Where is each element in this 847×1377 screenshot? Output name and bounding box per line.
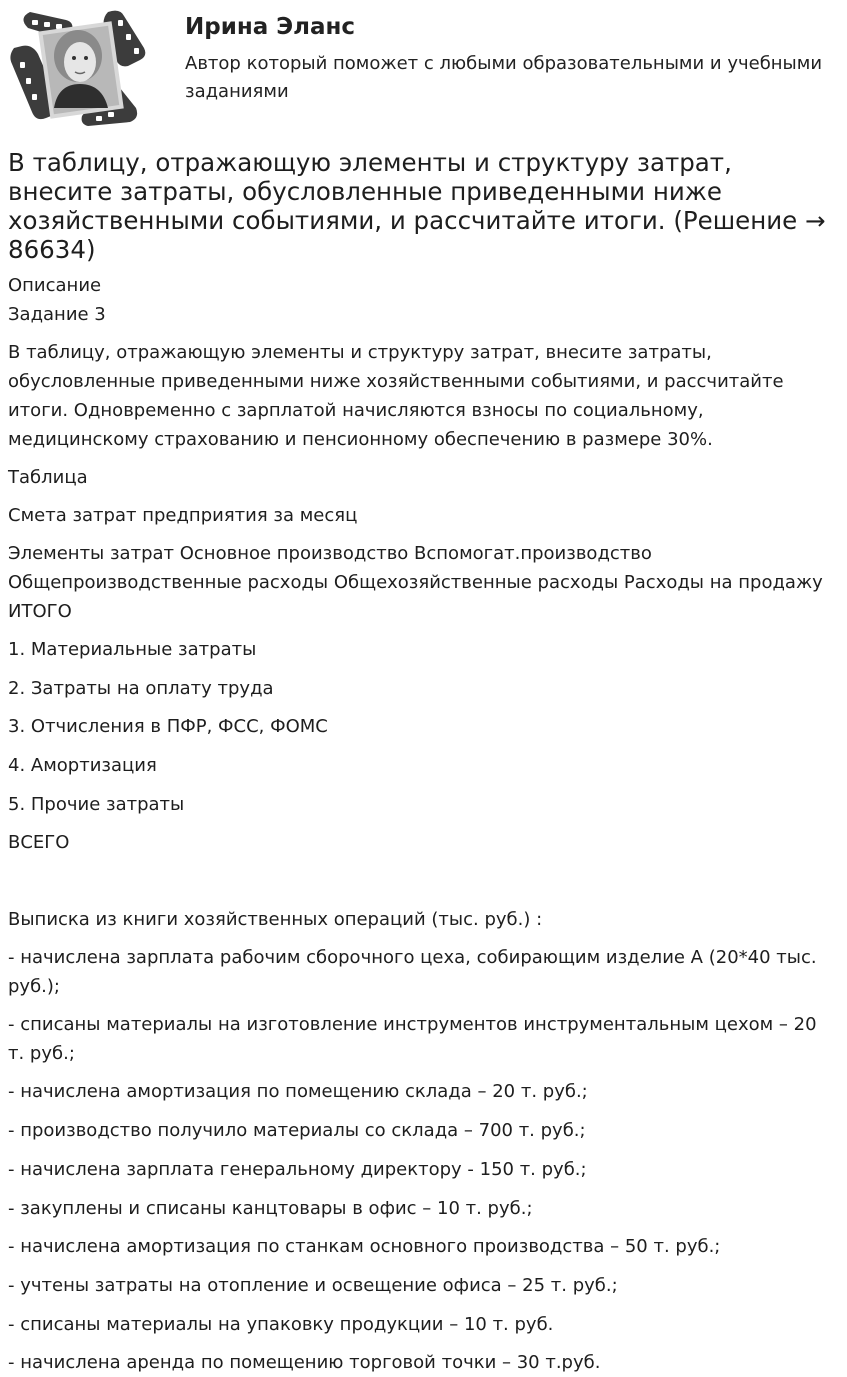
table-row-total: ВСЕГО [8,832,70,854]
operation-item: - учтены затраты на отопление и освещение офиса – 25 т. руб.; [8,1274,618,1296]
table-row: 1. Материальные затраты [8,639,257,660]
operation-item: - начислена аренда по помещению торговой точки – 30 т.руб. [8,1352,601,1374]
table-row: 5. Прочие затраты [8,793,185,815]
operations-title: Выписка из книги хозяйственных операций (тыс. руб.) : [8,909,543,931]
operation-item: - начислена зарплата рабочим сборочного цеха, собирающим изделие А (20*40 тыс. руб.); [8,947,817,998]
table-row: 4. Амортизация [8,755,157,777]
table-title: Смета затрат предприятия за месяц [8,505,358,526]
task-title: В таблицу, отражающую элементы и структуру затрат, внесите затраты, обусловленные приведенными ниже хозяйственными событиями, и рассчитайте итоги. (Решение → 86634) [8,148,826,264]
author-avatar[interactable] [8,8,150,126]
assignment-label: Задание 3 [8,304,106,325]
table-label: Таблица [8,467,88,488]
author-name[interactable]: Ирина Эланс [185,14,356,40]
task-body: В таблицу, отражающую элементы и структуру затрат, внесите затраты, обусловленные приведенными ниже хозяйственными событиями, и рассчитайте итоги. Одновременно с зарплатой начисляются взносы по социальному, медицинскому страхованию и пенсионному обеспечению в размере 30%. [8,342,784,450]
task-content [8,148,838,1377]
operation-item: - списаны материалы на упаковку продукции – 10 т. руб. [8,1313,554,1335]
table-row: 2. Затраты на оплату труда [8,677,274,699]
author-description: Автор который поможет с любыми образовательными и учебными заданиями [185,53,823,102]
author-card [0,0,847,135]
operation-item: - закуплены и списаны канцтовары в офис – 10 т. руб.; [8,1197,533,1219]
table-row: 3. Отчисления в ПФР, ФСС, ФОМС [8,716,328,738]
operation-item: - начислена зарплата генеральному директору - 150 т. руб.; [8,1158,587,1180]
operation-item: - списаны материалы на изготовление инструментов инструментальным цехом – 20 т. руб.; [8,1014,817,1065]
section-label: Описание [8,275,102,296]
table-header: Элементы затрат Основное производство Вспомогат.производство Общепроизводственные расходы Общехозяйственные расходы Расходы на продажу ИТОГО [8,543,823,622]
operation-item: - начислена амортизация по помещению склада – 20 т. руб.; [8,1081,588,1103]
operation-item: - производство получило материалы со склада – 700 т. руб.; [8,1120,586,1142]
operation-item: - начислена амортизация по станкам основного производства – 50 т. руб.; [8,1236,721,1258]
